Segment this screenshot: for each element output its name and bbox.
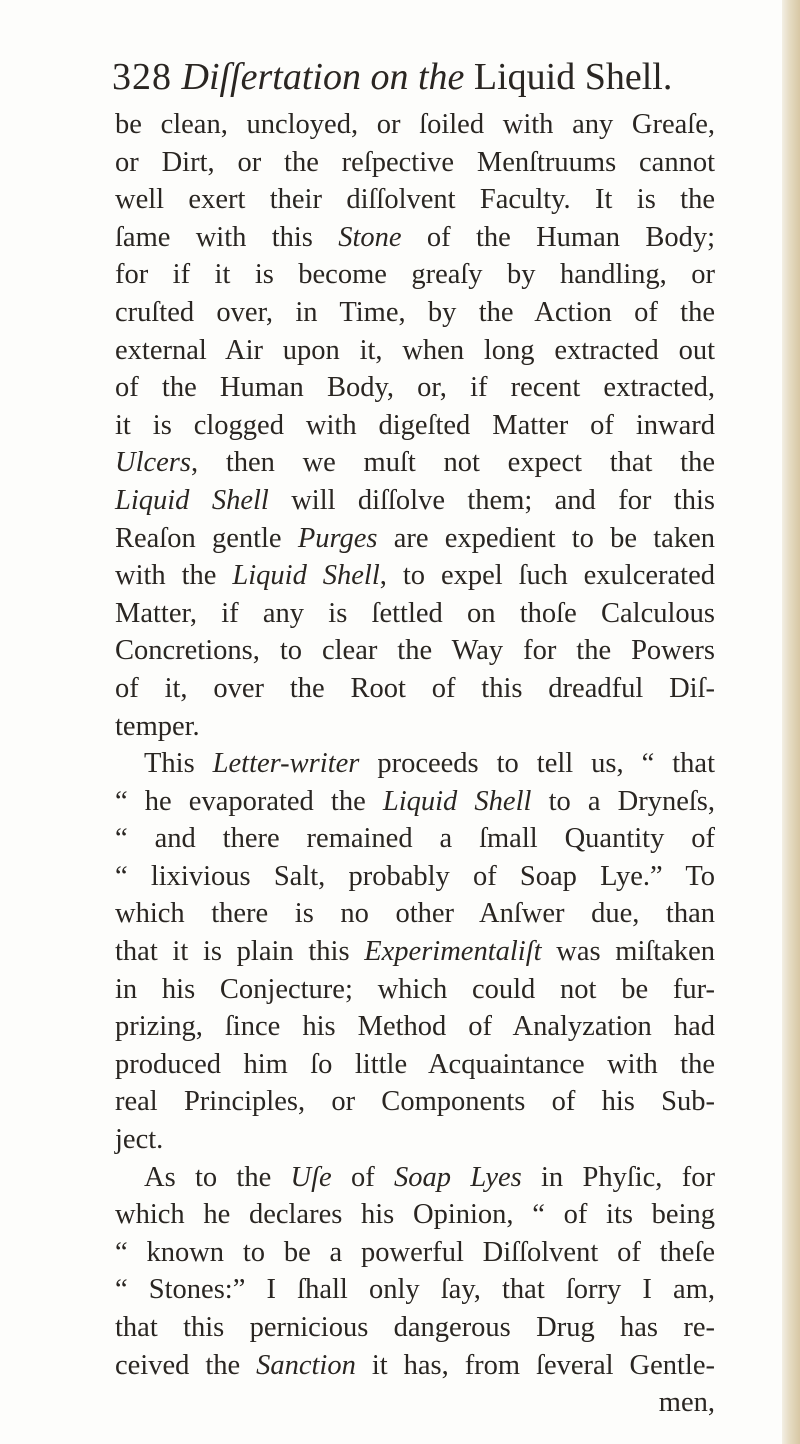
text-line	[115, 520, 715, 558]
text-run: with the	[115, 560, 233, 592]
text-run: ceived the	[115, 1349, 257, 1381]
text-run: men,	[658, 1387, 715, 1419]
text-run: or Dirt, or the reſpective Menſtruums cannot	[115, 146, 715, 178]
text-run: which he declares his Opinion, “ of its being	[115, 1199, 715, 1231]
text-run: produced him ſo little Acquaintance with the	[115, 1048, 715, 1080]
text-line	[115, 181, 715, 219]
text-run: ject.	[115, 1124, 164, 1156]
text-line	[115, 933, 715, 971]
text-line	[115, 369, 715, 407]
text-run: to a Dryneſs,	[531, 785, 715, 817]
text-run: be clean, uncloyed, or ſoiled with any Greaſe,	[115, 109, 715, 140]
running-title-roman: Liquid Shell.	[473, 56, 673, 98]
text-line	[115, 332, 715, 370]
text-line	[115, 858, 715, 896]
text-run: Reaſon gentle	[115, 522, 298, 554]
text-line	[115, 595, 715, 633]
text-line	[115, 106, 715, 144]
text-line	[115, 632, 715, 670]
text-line	[115, 1309, 715, 1347]
text-run: , to expel ſuch exulcerated	[379, 560, 715, 592]
text-run: was miſtaken	[541, 936, 715, 968]
text-run: will diſſolve them; and for this	[268, 484, 715, 516]
text-line	[115, 1384, 715, 1422]
running-title-italic: Diſſertation on the	[181, 56, 465, 98]
text-line	[115, 557, 715, 595]
page-edge	[782, 0, 800, 1444]
text-line	[115, 1083, 715, 1121]
italic-text: Soap Lyes	[394, 1161, 522, 1193]
text-run: Concretions, to clear the Way for the Powers	[115, 635, 715, 667]
text-run: ſame with this	[115, 221, 339, 253]
text-run: proceeds to tell us, “ that	[359, 748, 715, 780]
italic-text: Purges	[297, 522, 378, 554]
text-line	[115, 407, 715, 445]
body-text	[115, 106, 715, 1422]
text-line	[115, 1347, 715, 1385]
italic-text: Stone	[338, 221, 402, 253]
text-run: “ Stones:” I ſhall only ſay, that ſorry I am,	[115, 1274, 715, 1306]
text-run: of	[331, 1161, 395, 1193]
text-run: “ he evaporated the	[115, 785, 383, 817]
text-line	[115, 1234, 715, 1272]
text-run: temper.	[115, 710, 200, 742]
text-line	[115, 256, 715, 294]
text-line	[115, 219, 715, 257]
text-run: that it is plain this	[115, 936, 365, 968]
text-run: of it, over the Root of this dreadful Diſ-	[115, 672, 715, 704]
text-run: Matter, if any is ſettled on thoſe Calculous	[115, 597, 715, 629]
text-run: are expedient to be taken	[377, 522, 715, 554]
text-run: external Air upon it, when long extracted out	[115, 334, 715, 366]
text-run: As to the	[144, 1161, 291, 1193]
italic-text: Experimentaliſt	[364, 936, 542, 968]
text-line	[115, 1196, 715, 1234]
text-line	[115, 820, 715, 858]
italic-text: Liquid Shell	[382, 785, 532, 817]
text-line	[115, 1159, 715, 1197]
text-run: for if it is become greaſy by handling, or	[115, 259, 715, 291]
italic-text: Letter-writer	[212, 748, 360, 780]
text-line	[115, 670, 715, 708]
text-line	[115, 482, 715, 520]
italic-text: Ulcers	[115, 447, 191, 479]
italic-text: Liquid Shell	[232, 560, 380, 592]
text-run: well exert their diſſolvent Faculty. It is the	[115, 184, 715, 216]
text-run: that this pernicious dangerous Drug has re-	[115, 1312, 715, 1343]
text-run: real Principles, or Components of his Sub-	[115, 1086, 715, 1118]
text-run: , then we muſt not expect that the	[190, 447, 715, 479]
text-run: cruſted over, in Time, by the Action of the	[115, 296, 715, 328]
text-run: This	[144, 748, 213, 780]
text-run: in Phyſic, for	[521, 1161, 715, 1193]
text-run: which there is no other Anſwer due, than	[115, 898, 715, 930]
text-run: “ known to be a powerful Diſſolvent of theſe	[115, 1236, 715, 1268]
running-header	[112, 52, 712, 102]
italic-text: Liquid Shell	[115, 484, 269, 516]
text-run: of the Human Body, or, if recent extracted,	[115, 372, 715, 404]
text-line	[115, 144, 715, 182]
text-line	[115, 1008, 715, 1046]
text-line	[115, 783, 715, 821]
text-line	[115, 1271, 715, 1309]
text-run: it is clogged with digeſted Matter of inward	[115, 409, 715, 441]
text-run: of the Human Body;	[401, 221, 715, 253]
text-line	[115, 1121, 715, 1159]
text-line	[115, 708, 715, 746]
text-run: “ and there remained a ſmall Quantity of	[115, 823, 715, 855]
italic-text: Uſe	[290, 1161, 332, 1193]
text-line	[115, 1046, 715, 1084]
text-run: it has, from ſeveral Gentle-	[355, 1349, 715, 1381]
text-line	[115, 971, 715, 1009]
text-run: in his Conjecture; which could not be fur-	[115, 973, 715, 1005]
italic-text: Sanction	[256, 1349, 356, 1381]
text-run: “ lixivious Salt, probably of Soap Lye.” To	[115, 860, 715, 892]
text-line	[115, 444, 715, 482]
text-line	[115, 294, 715, 332]
text-line	[115, 745, 715, 783]
text-line	[115, 895, 715, 933]
page-number: 328	[112, 56, 172, 98]
text-run: prizing, ſince his Method of Analyzation had	[115, 1011, 715, 1043]
